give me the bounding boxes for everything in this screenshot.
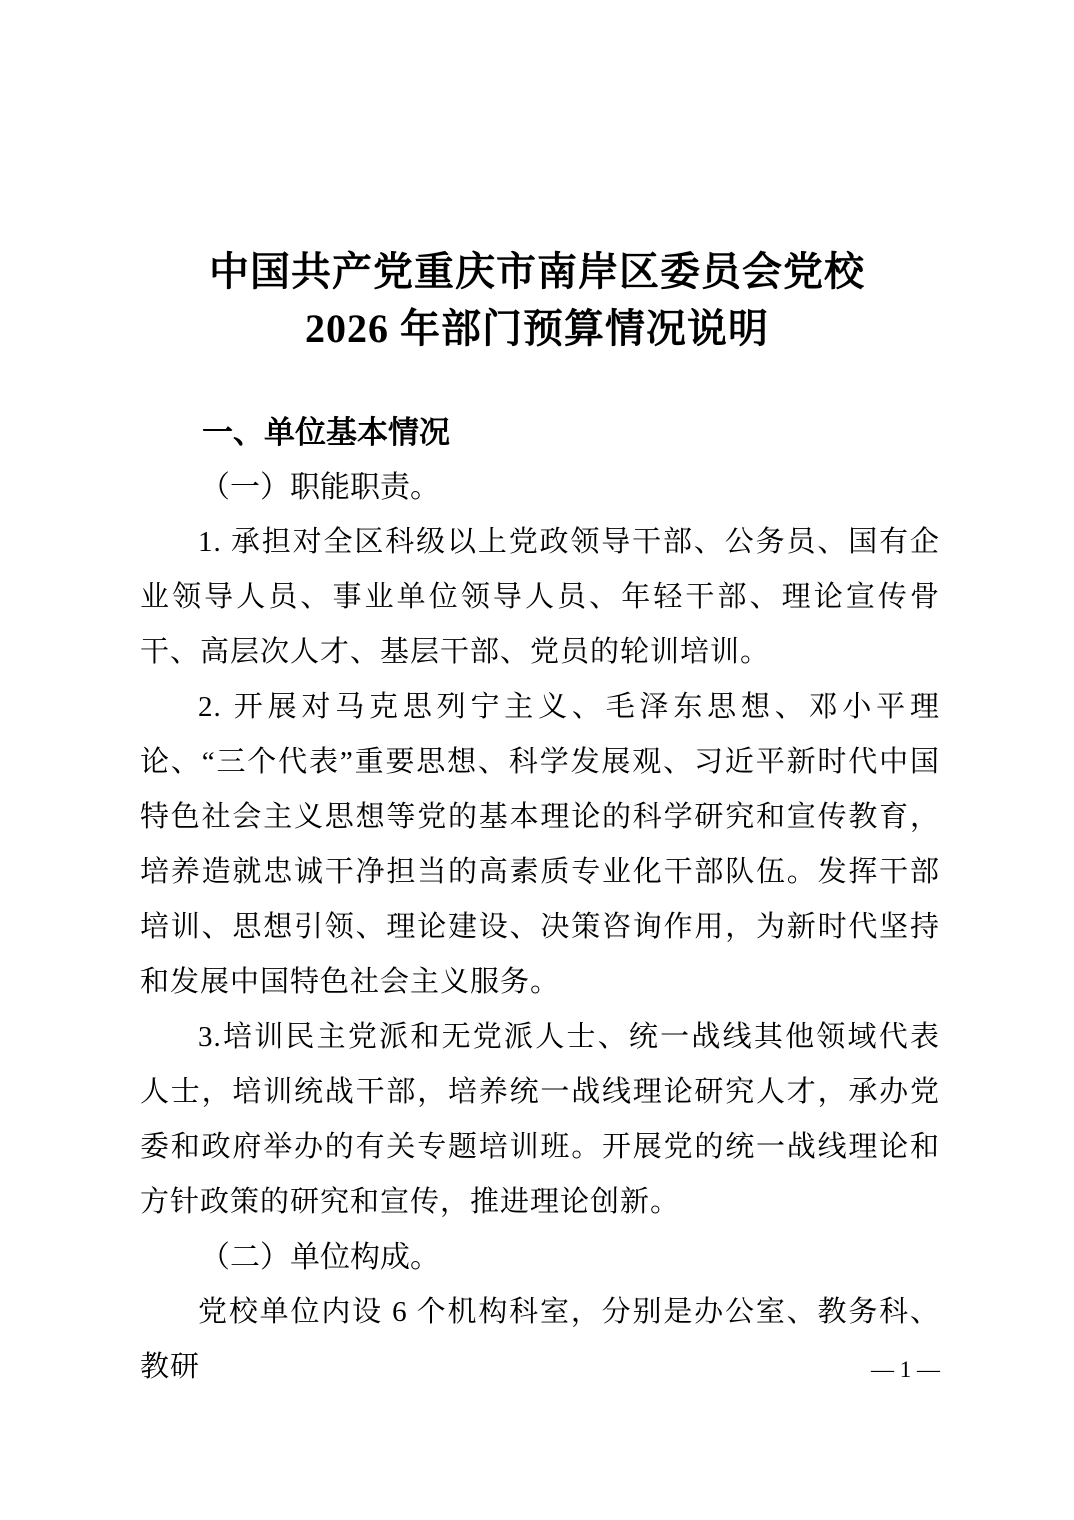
paragraph-composition-1: 党校单位内设 6 个机构科室，分别是办公室、教务科、教研 [140, 1296, 940, 1383]
subsection-heading-composition: （二）单位构成。 [200, 1241, 440, 1274]
subsection-heading-duties: （一）职能职责。 [200, 471, 440, 504]
document-title [0, 243, 1074, 357]
document-title-line1: 中国共产党重庆市南岸区委员会党校 [209, 249, 865, 294]
section-heading-basic-info: 一、单位基本情况 [202, 415, 450, 450]
document-title-line2: 2026 年部门预算情况说明 [305, 306, 769, 351]
page-number: — 1 — [871, 1357, 940, 1382]
document-body [140, 405, 940, 1395]
paragraph-duty-2: 2. 开展对马克思列宁主义、毛泽东思想、邓小平理论、“三个代表”重要思想、科学发展观、习近平新时代中国特色社会主义思想等党的基本理论的科学研究和宣传教育，培养造就忠诚干净担当的高素质专业化干部队伍。发挥干部培训、思想引领、理论建设、决策咨询作用，为新时代坚持和发展中国特色社会主义服务。 [140, 691, 940, 998]
paragraph-duty-1: 1. 承担对全区科级以上党政领导干部、公务员、国有企业领导人员、事业单位领导人员、年轻干部、理论宣传骨干、高层次人才、基层干部、党员的轮训培训。 [140, 526, 940, 668]
paragraph-duty-3: 3.培训民主党派和无党派人士、统一战线其他领域代表人士，培训统战干部，培养统一战线理论研究人才，承办党委和政府举办的有关专题培训班。开展党的统一战线理论和方针政策的研究和宣传，推进理论创新。 [140, 1021, 940, 1218]
